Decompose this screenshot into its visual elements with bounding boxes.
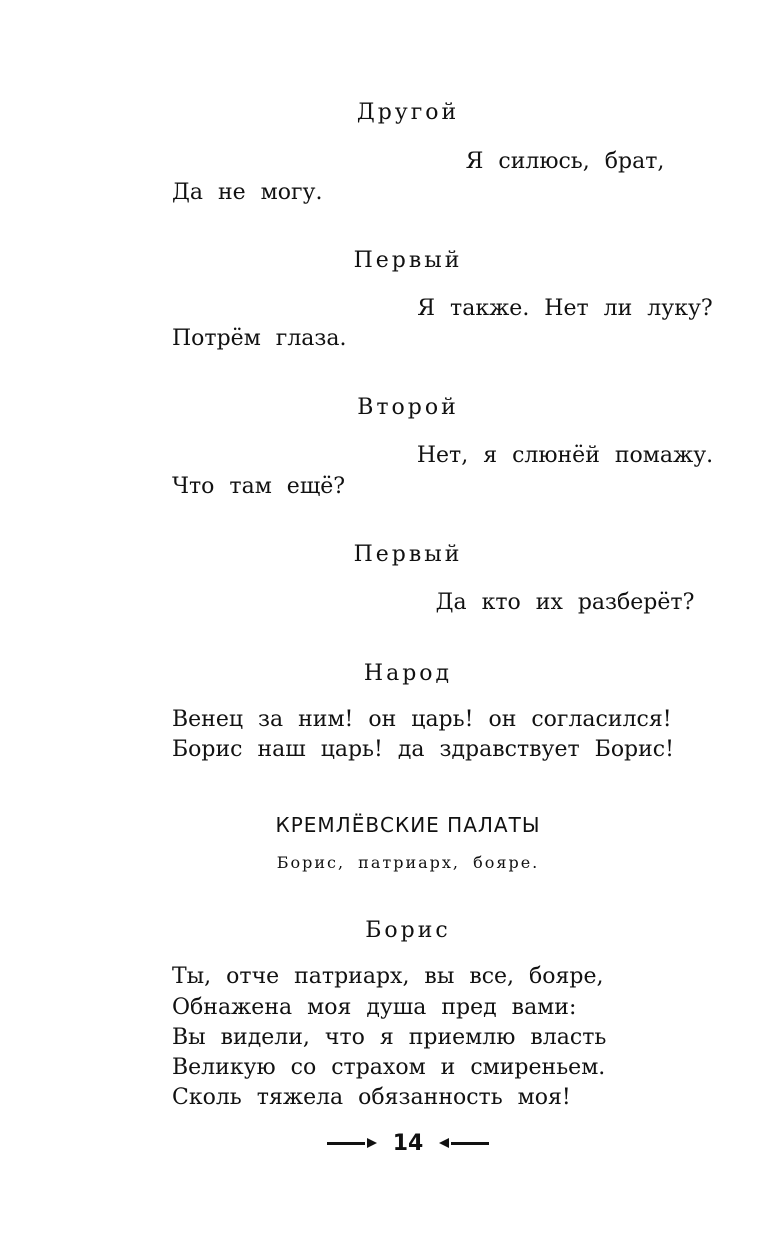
speaker-name: Народ	[363, 661, 453, 686]
verse-line: Вы видели, что я приемлю власть	[172, 1025, 607, 1050]
speaker-name: Другой	[356, 100, 460, 125]
verse-line: Сколь тяжела обязанность моя!	[172, 1085, 571, 1110]
dash-ornament	[327, 1142, 365, 1145]
speaker-name: Первый	[353, 248, 463, 273]
verse-line: Я силюсь, брат,	[465, 149, 665, 174]
verse-line: Венец за ним! он царь! он согласился!	[172, 707, 672, 732]
page-number: 14	[392, 1130, 424, 1156]
verse-line: Обнажена моя душа пред вами:	[172, 995, 577, 1020]
verse-line: Я также. Нет ли луку?	[417, 296, 713, 321]
arrow-left-icon	[439, 1138, 449, 1148]
verse-line: Да кто их разберёт?	[435, 590, 695, 615]
verse-line: Великую со страхом и смиреньем.	[172, 1055, 606, 1080]
verse-line: Потрём глаза.	[172, 326, 347, 351]
speaker-name: Первый	[353, 542, 463, 567]
verse-line: Что там ещё?	[172, 474, 346, 499]
verse-line: Борис наш царь! да здравствует Борис!	[172, 737, 674, 762]
stage-direction: Борис, патриарх, бояре.	[276, 853, 540, 872]
dash-ornament	[451, 1142, 489, 1145]
verse-line: Да не могу.	[172, 180, 323, 205]
verse-line: Нет, я слюнёй помажу.	[416, 443, 714, 468]
scene-title: КРЕМЛЁВСКИЕ ПАЛАТЫ	[275, 813, 541, 837]
speaker-name: Борис	[365, 918, 451, 943]
arrow-right-icon	[367, 1138, 377, 1148]
speaker-name: Второй	[357, 395, 459, 420]
verse-line: Ты, отче патриарх, вы все, бояре,	[172, 964, 604, 989]
page-footer	[0, 1126, 768, 1160]
